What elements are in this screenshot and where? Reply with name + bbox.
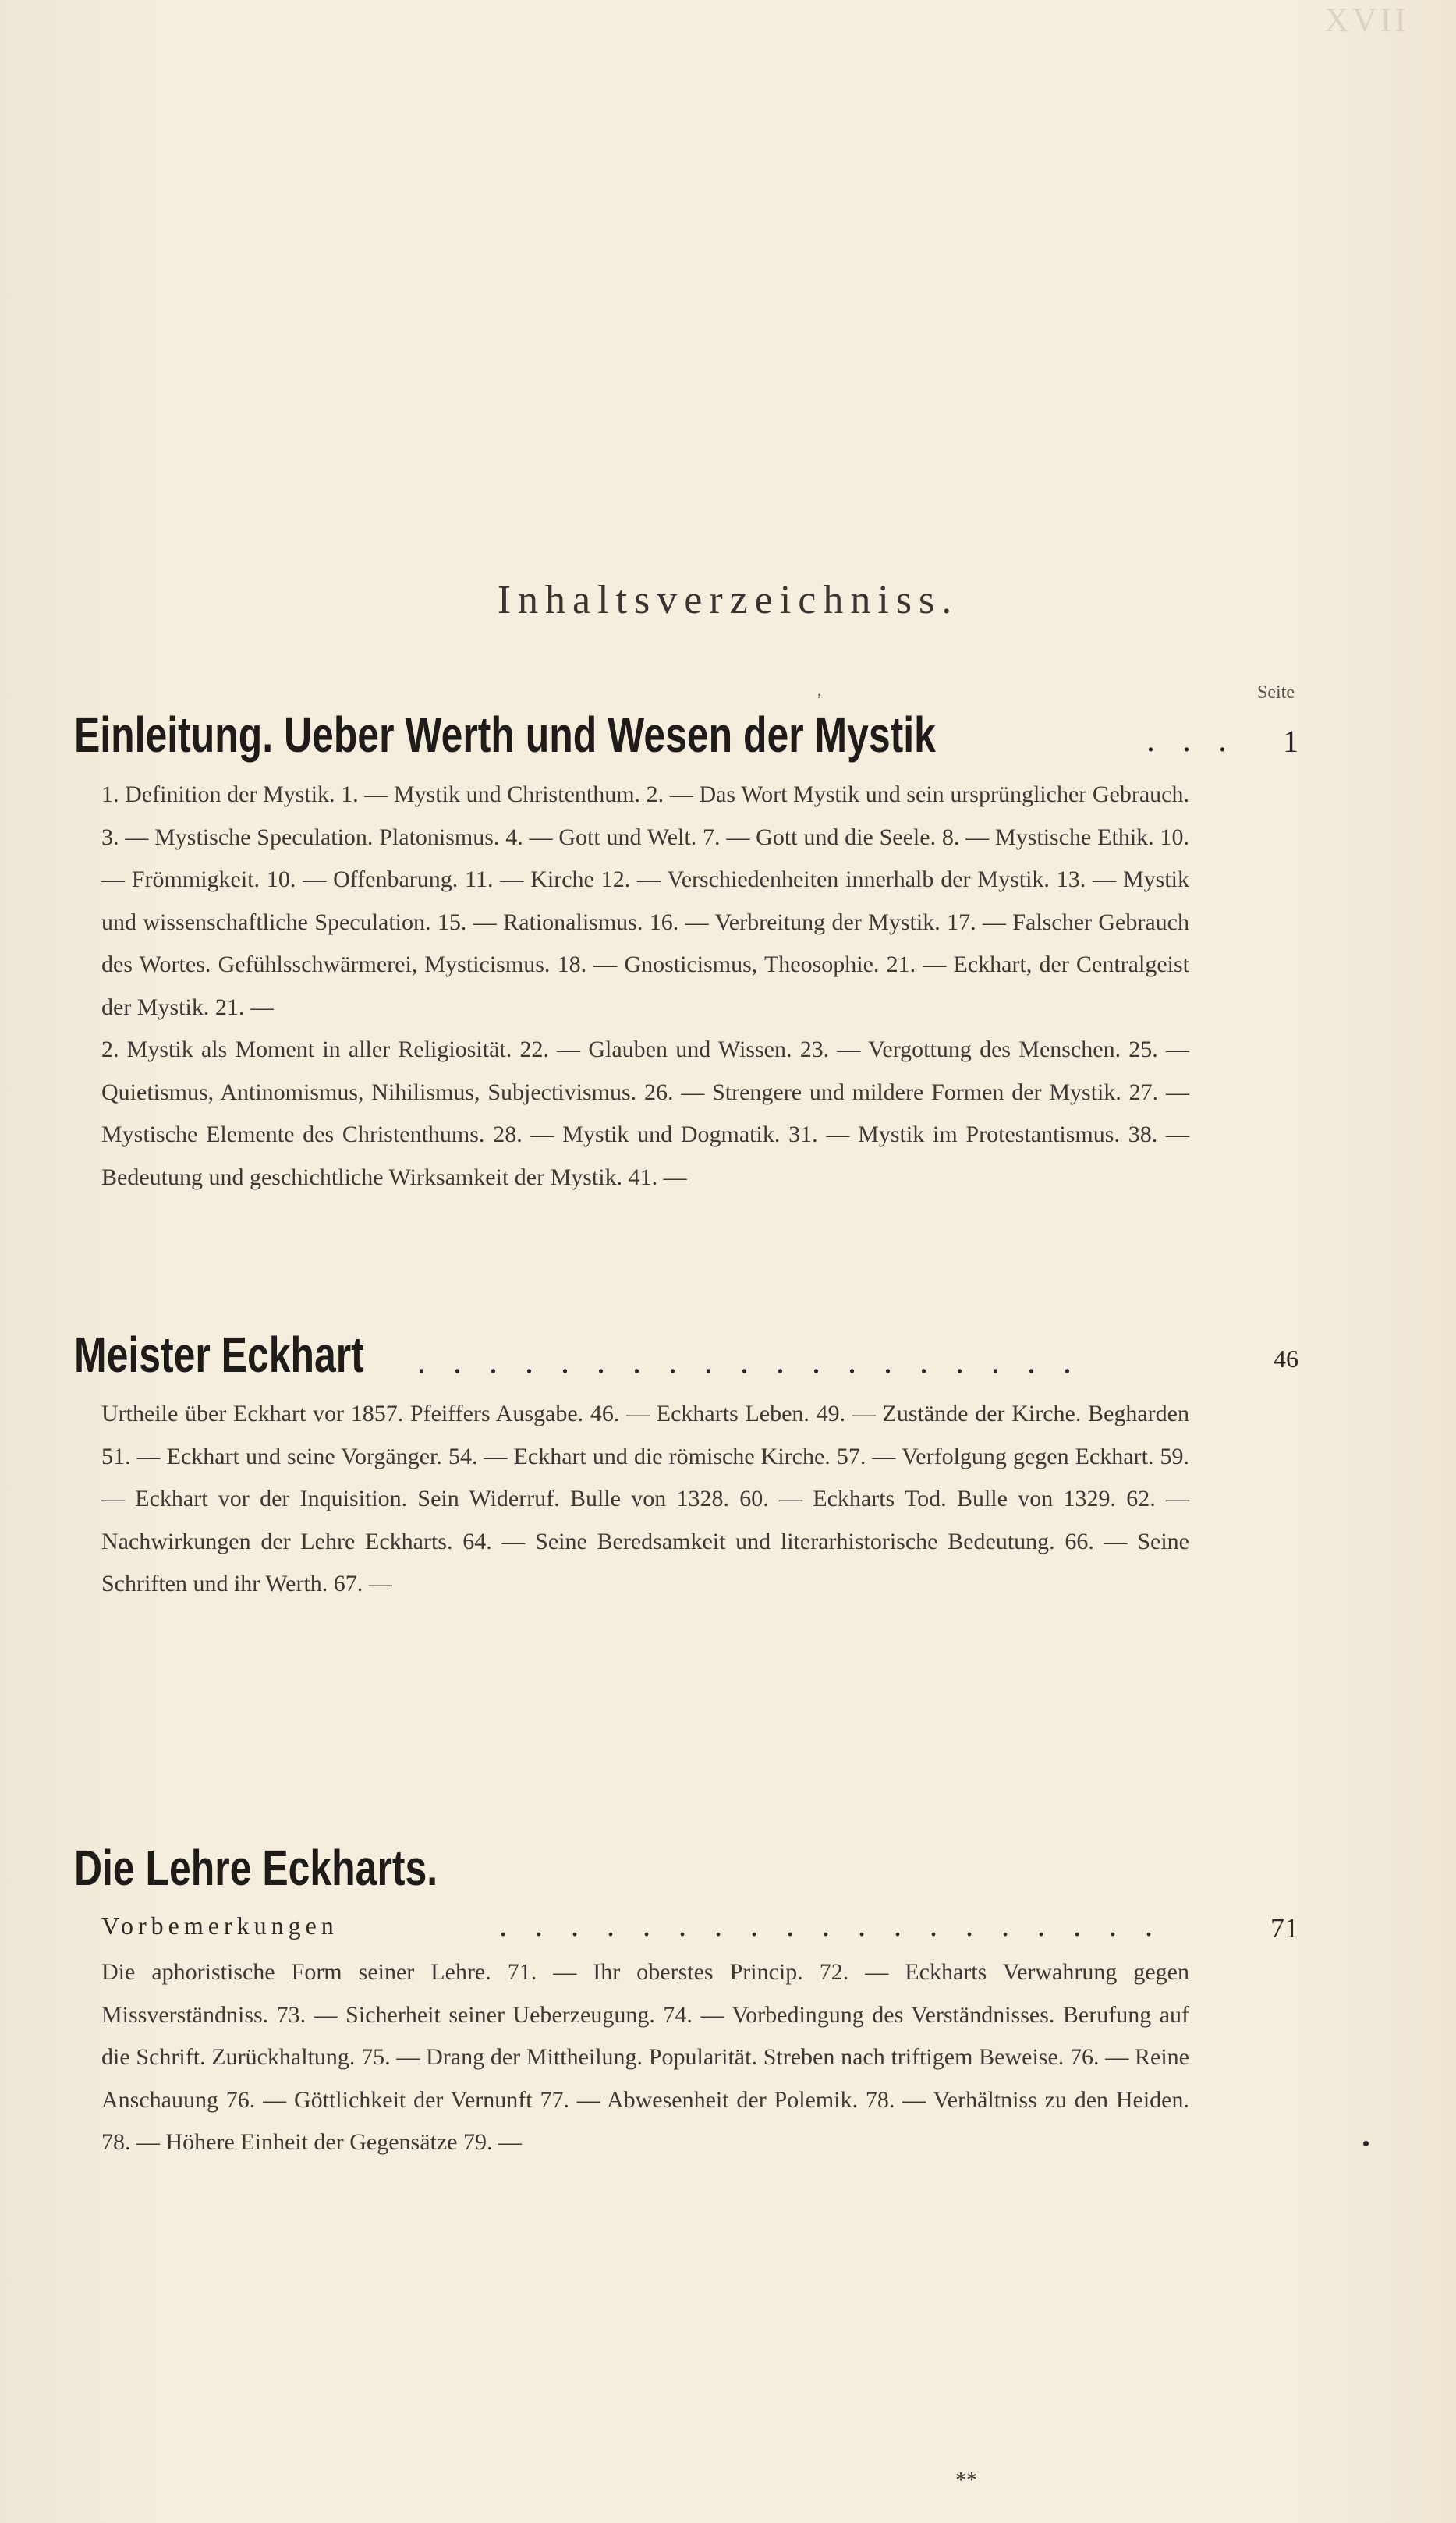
summary-paragraph: Urtheile über Eckhart vor 1857. Pfeiffers Ausgabe. 46. — Eckharts Leben. 49. — Zustände der Kirche. Begharden 51. — Eckhart und seine Vorgänger. 54. — Eckhart und die römische Kirche. 57. — Verfolgung gegen Eckhart. 59. — Eckhart vor der Inquisition. Sein Widerruf. Bulle von 1328. 60. — Eckharts Tod. Bulle von 1329. 62. — Nachwirkungen der Lehre Eckharts. 64. — Seine Beredsamkeit und literarhistorische Bedeutung. 66. — Seine Schriften und ihr Werth. 67. — [101,1401,1189,1596]
margin-dot [1363,2141,1369,2146]
section-summary [101,1393,1189,1606]
toc-entry-meister-eckhart [74,1326,1298,1388]
summary-paragraph: 2. Mystik als Moment in aller Religiosität. 22. — Glauben und Wissen. 23. — Vergottung des Menschen. 25. — Quietismus, Antinomismus, Nihilismus, Subjectivismus. 26. — Strengere und mildere Formen der Mystik. 27. — Mystische Elemente des Christenthums. 28. — Mystik und Dogmatik. 31. — Mystik im Protestantismus. 38. — Bedeutung und geschichtliche Wirksamkeit der Mystik. 41. — [101,1036,1189,1190]
signature-mark: ** [955,2468,977,2493]
summary-paragraph: 1. Definition der Mystik. 1. — Mystik und Christenthum. 2. — Das Wort Mystik und sein ursprünglicher Gebrauch. 3. — Mystische Speculation. Platonismus. 4. — Gott und Welt. 7. — Gott und die Seele. 8. — Mystische Ethik. 10. — Frömmigkeit. 10. — Offenbarung. 11. — Kirche 12. — Verschiedenheiten innerhalb der Mystik. 13. — Mystik und wissenschaftliche Speculation. 15. — Rationalismus. 16. — Verbreitung der Mystik. 17. — Falscher Gebrauch des Wortes. Gefühlsschwärmerei, Mysticismus. 18. — Gnosticismus, Theosophie. 21. — Eckhart, der Centralgeist der Mystik. 21. — [101,781,1189,1020]
section-heading: Einleitung. Ueber Werth und Wesen der Mystik [74,707,936,763]
page-title: Inhaltsverzeichniss. [497,578,959,622]
leader-dots: . . . [1146,721,1236,759]
corner-page-mark: XVII [1324,1,1409,39]
page-number: 46 [1274,1345,1298,1373]
toc-subentry-vorbemerkungen [101,1908,1298,1951]
summary-paragraph: Die aphoristische Form seiner Lehre. 71. — Ihr oberstes Princip. 72. — Eckharts Verwahrung gegen Missverständniss. 73. — Sicherheit seiner Ueberzeugung. 74. — Vorbedingung des Verständnisses. Berufung auf die Schrift. Zurückhaltung. 75. — Drang der Mittheilung. Popularität. Streben nach triftigem Beweise. 76. — Reine Anschauung 76. — Göttlichkeit der Vernunft 77. — Abwesenheit der Polemik. 78. — Verhältniss zu den Heiden. 78. — Höhere Einheit der Gegensätze 79. — [101,1959,1189,2155]
section-heading: Die Lehre Eckharts. [74,1840,438,1896]
stray-mark: ‚ [817,680,823,700]
toc-entry-die-lehre-eckharts [74,1839,1298,1901]
page-number: 1 [1283,724,1298,759]
leader-dots: . . . . . . . . . . . . . . . . . . . [417,1342,1081,1380]
section-summary [101,1951,1189,2164]
page-number: 71 [1270,1912,1298,1944]
page-column-label: Seite [1257,682,1295,703]
toc-entry-einleitung [74,706,1298,768]
section-summary [101,774,1189,1199]
leader-dots: . . . . . . . . . . . . . . . . . . . [499,1908,1163,1943]
subsection-label: Vorbemerkungen [101,1912,338,1940]
section-heading: Meister Eckhart [74,1327,364,1383]
